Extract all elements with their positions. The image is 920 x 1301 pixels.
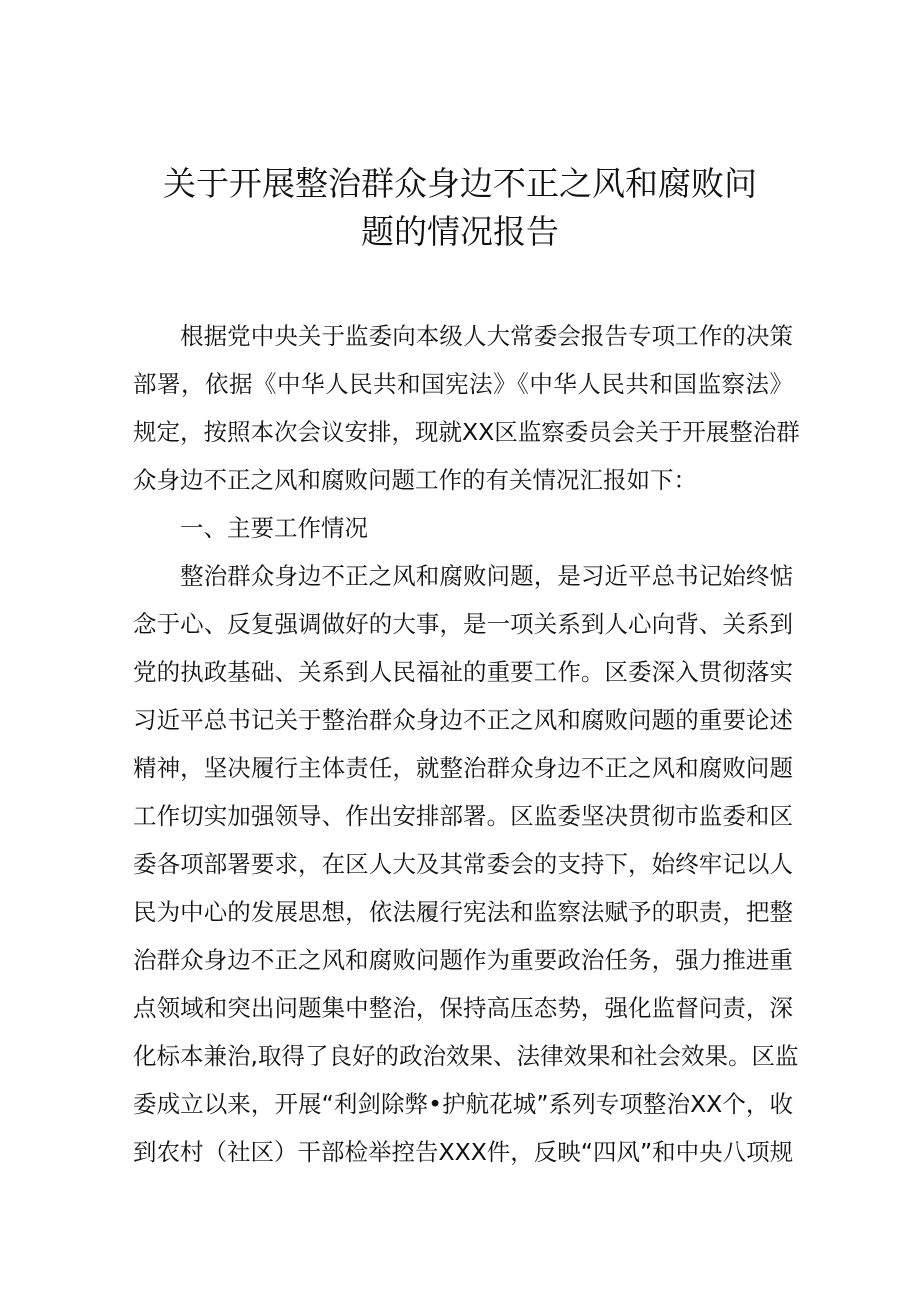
paragraph-line: 党的执政基础、关系到人民福祉的重要工作。区委深入贯彻落实 [133,658,793,686]
paragraph-line: 民为中心的发展思想，依法履行宪法和监察法赋予的职责，把整 [133,898,793,926]
paragraph-intro [133,312,800,504]
paragraph-line: 念于心、反复强调做好的大事，是一项关系到人心向背、关系到 [133,610,793,638]
paragraph-line: 治群众身边不正之风和腐败问题作为重要政治任务，强力推进重 [133,946,793,974]
paragraph-line: 委成立以来，开展“利剑除弊•护航花城”系列专项整治XX个，收 [133,1090,793,1118]
title-line-2: 题的情况报告 [361,212,559,251]
paragraph-line: 点领域和突出问题集中整治，保持高压态势，强化监督问责，深 [133,994,793,1022]
title-line-1: 关于开展整治群众身边不正之风和腐败问 [163,164,757,203]
paragraph-line: 习近平总书记关于整治群众身边不正之风和腐败问题的重要论述 [133,706,793,734]
paragraph-line: 众身边不正之风和腐败问题工作的有关情况汇报如下： [133,466,697,494]
paragraph-line: 根据党中央关于监委向本级人大常委会报告专项工作的决策 [180,322,793,350]
paragraph-line: 整治群众身边不正之风和腐败问题，是习近平总书记始终惦 [180,562,793,590]
paragraph-line: 规定，按照本次会议安排，现就XX区监察委员会关于开展整治群 [133,418,800,446]
paragraph-line: 化标本兼治,取得了良好的政治效果、法律效果和社会效果。区监 [133,1042,799,1070]
section-heading: 一、主要工作情况 [180,514,368,542]
paragraph-line: 精神，坚决履行主体责任，就整治群众身边不正之风和腐败问题 [133,754,793,782]
paragraph-line: 工作切实加强领导、作出安排部署。区监委坚决贯彻市监委和区 [133,802,793,830]
paragraph-line: 委各项部署要求，在区人大及其常委会的支持下，始终牢记以人 [133,850,793,878]
paragraph-line: 到农村（社区）干部检举控告XXX件，反映“四风”和中央八项规 [133,1138,794,1166]
paragraph-line: 部署，依据《中华人民共和国宪法》《中华人民共和国监察法》 [133,370,793,398]
paragraph-main-work [133,552,799,1176]
document-body [133,312,800,1176]
